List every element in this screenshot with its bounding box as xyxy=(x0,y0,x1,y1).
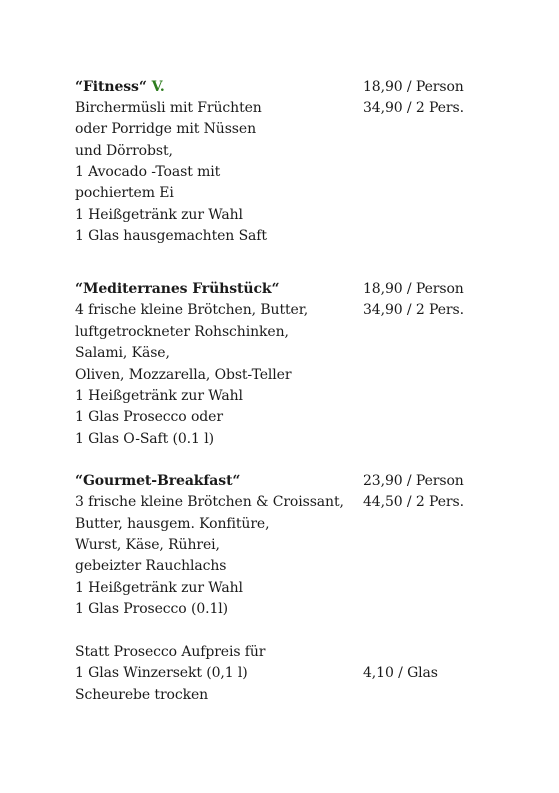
item-description-line: oder Porridge mit Nüssen xyxy=(75,121,256,137)
item-description-line: 1 Glas Prosecco (0.1l) xyxy=(75,601,229,617)
item-description-line: 1 Glas O-Saft (0.1 l) xyxy=(75,431,214,447)
item-fitness-title-row xyxy=(75,77,165,98)
item-title: “Gourmet-Breakfast“ xyxy=(75,473,241,489)
item-price-two-persons: 34,90 / 2 Pers. xyxy=(363,100,464,116)
extra-description-line: Scheurebe trocken xyxy=(75,687,209,703)
item-description-line: 1 Heißgetränk zur Wahl xyxy=(75,388,243,404)
item-description-line: 1 Avocado -Toast mit xyxy=(75,164,221,180)
item-description-line: luftgetrockneter Rohschinken, xyxy=(75,324,289,340)
item-description-line: und Dörrobst, xyxy=(75,143,173,159)
item-price-person: 23,90 / Person xyxy=(363,473,464,489)
item-description-line: Wurst, Käse, Rührei, xyxy=(75,537,220,553)
item-title: “Fitness“ xyxy=(75,79,147,95)
item-description-line: 1 Glas Prosecco oder xyxy=(75,409,223,425)
extra-description-line: 1 Glas Winzersekt (0,1 l) xyxy=(75,665,248,681)
item-price-person: 18,90 / Person xyxy=(363,281,464,297)
item-description-line: 3 frische kleine Brötchen & Croissant, xyxy=(75,494,344,510)
item-price-person: 18,90 / Person xyxy=(363,79,464,95)
item-description-line: 4 frische kleine Brötchen, Butter, xyxy=(75,302,309,318)
vegetarian-marker: V. xyxy=(151,79,165,95)
item-description-line: Birchermüsli mit Früchten xyxy=(75,100,262,116)
item-description-line: Butter, hausgem. Konfitüre, xyxy=(75,516,270,532)
item-price-two-persons: 34,90 / 2 Pers. xyxy=(363,302,464,318)
item-description-line: Salami, Käse, xyxy=(75,345,170,361)
item-description-line: 1 Heißgetränk zur Wahl xyxy=(75,580,243,596)
item-price-two-persons: 44,50 / 2 Pers. xyxy=(363,494,464,510)
item-description-line: Oliven, Mozzarella, Obst-Teller xyxy=(75,367,292,383)
item-title: “Mediterranes Frühstück“ xyxy=(75,281,280,297)
item-description-line: 1 Glas hausgemachten Saft xyxy=(75,228,267,244)
extra-price: 4,10 / Glas xyxy=(363,665,438,681)
item-description-line: pochiertem Ei xyxy=(75,185,174,201)
extra-description-line: Statt Prosecco Aufpreis für xyxy=(75,644,266,660)
item-description-line: 1 Heißgetränk zur Wahl xyxy=(75,207,243,223)
item-description-line: gebeizter Rauchlachs xyxy=(75,558,227,574)
